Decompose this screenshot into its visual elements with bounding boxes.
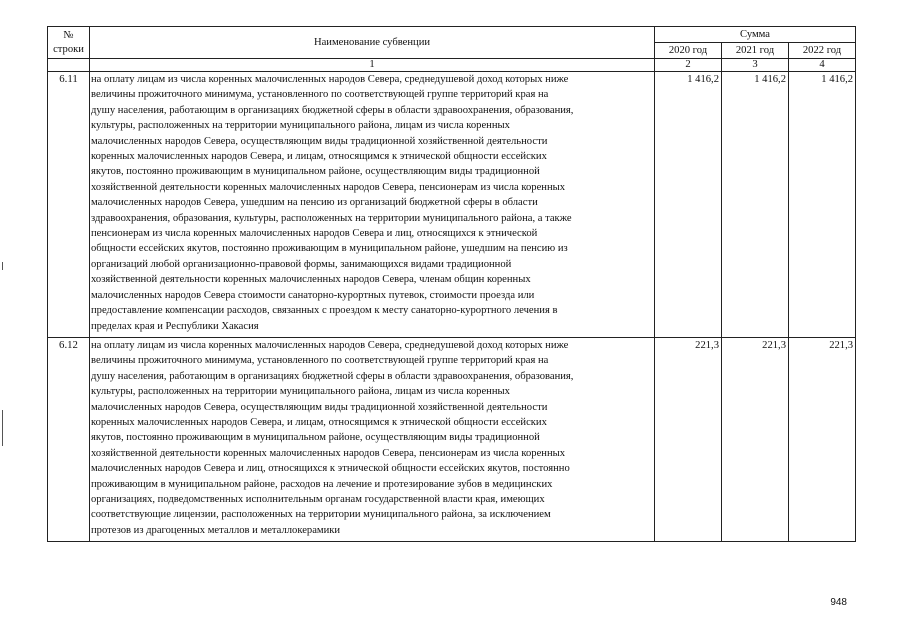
- description-line: соответствующие лицензии, расположенных на территории муниципального района, за исключением: [91, 509, 551, 521]
- header-row-1: [48, 27, 856, 43]
- column-index-0: [48, 59, 90, 72]
- amount-2020: 1 416,2: [655, 72, 722, 338]
- description-line: малочисленных народов Севера, осуществляющим виды традиционной хозяйственной деятельности: [91, 401, 548, 413]
- row-number-header: [48, 27, 90, 59]
- description-line: малочисленных народов Севера, осуществляющим виды традиционной хозяйственной деятельности: [91, 135, 548, 147]
- year-header-2022: 2022 год: [789, 43, 856, 59]
- scan-margin-mark: [2, 410, 3, 446]
- scan-margin-mark: [2, 262, 3, 270]
- description-line: хозяйственной деятельности коренных малочисленных народов Севера, пенсионерам из числа коренных: [91, 447, 566, 459]
- year-header-2020: 2020 год: [655, 43, 722, 59]
- row-number: 6.11: [48, 72, 90, 338]
- description-line: величины прожиточного минимума, установленного по соответствующей группе территорий края на: [91, 89, 549, 101]
- description-line: коренных малочисленных народов Севера, и лицам, относящимся к этнической общности ессейских: [91, 416, 547, 428]
- table-row: [48, 337, 856, 541]
- description-line: организаций любой организационно-правовой формы, занимающихся видами традиционной: [91, 258, 512, 270]
- column-index-4: 4: [789, 59, 856, 72]
- amount-2022: 221,3: [789, 337, 856, 541]
- description-line: пределах края и Республики Хакасия: [91, 320, 259, 332]
- subvention-description: [90, 337, 655, 541]
- sum-header: Сумма: [655, 27, 856, 43]
- description-line: хозяйственной деятельности коренных малочисленных народов Севера, членам общин коренных: [91, 274, 531, 286]
- column-index-3: 3: [722, 59, 789, 72]
- description-line: на оплату лицам из числа коренных малочисленных народов Севера, среднедушевой доход которых ниже: [91, 74, 569, 85]
- description-line: проживающим в муниципальном районе, расходов на лечение и протезирование зубов в медицинских: [91, 478, 553, 490]
- row-number: 6.12: [48, 337, 90, 541]
- column-index-1: 1: [90, 59, 655, 72]
- page-number: 948: [830, 597, 847, 608]
- description-line: малочисленных народов Севера, ушедшим на пенсию из организаций бюджетной сферы в области: [91, 197, 538, 209]
- column-index-row: [48, 59, 856, 72]
- row-number-header-symbol: №: [63, 30, 74, 41]
- amount-2020: 221,3: [655, 337, 722, 541]
- table-row: [48, 72, 856, 338]
- subventions-table: [47, 26, 856, 542]
- year-header-2021: 2021 год: [722, 43, 789, 59]
- description-line: малочисленных народов Севера стоимости санаторно-курортных путевок, стоимости проезда или: [91, 289, 535, 301]
- description-line: душу населения, работающим в организациях бюджетной сферы в области здравоохранения, образования,: [91, 370, 574, 382]
- amount-2022: 1 416,2: [789, 72, 856, 338]
- description-line: величины прожиточного минимума, установленного по соответствующей группе территорий края на: [91, 355, 549, 367]
- description-line: организациях, подведомственных исполнительным органам государственной власти края, имеющих: [91, 493, 545, 505]
- subvention-name-header: Наименование субвенции: [90, 27, 655, 59]
- description-line: душу населения, работающим в организациях бюджетной сферы в области здравоохранения, образования,: [91, 104, 574, 116]
- description-line: на оплату лицам из числа коренных малочисленных народов Севера, среднедушевой доход которых ниже: [91, 339, 569, 351]
- description-line: протезов из драгоценных металлов и металлокерамики: [91, 524, 341, 536]
- description-line: коренных малочисленных народов Севера, и лицам, относящимся к этнической общности ессейских: [91, 151, 547, 163]
- description-line: предоставление компенсации расходов, связанных с проездом к месту санаторно-курортного лечения в: [91, 305, 558, 317]
- description-line: здравоохранения, образования, культуры, расположенных на территории муниципального района, а также: [91, 212, 572, 224]
- description-line: якутов, постоянно проживающим в муниципальном районе, осуществляющим виды традиционной: [91, 432, 540, 444]
- description-line: культуры, расположенных на территории муниципального района, лицам из числа коренных: [91, 120, 510, 132]
- description-line: пенсионерам из числа коренных малочисленных народов Севера и лиц, относящихся к этнической: [91, 228, 538, 240]
- description-line: якутов, постоянно проживающим в муниципальном районе, осуществляющим виды традиционной: [91, 166, 540, 178]
- row-number-header-word: строки: [53, 44, 84, 55]
- document-page: [47, 26, 855, 542]
- amount-2021: 1 416,2: [722, 72, 789, 338]
- description-line: культуры, расположенных на территории муниципального района, лицам из числа коренных: [91, 386, 510, 398]
- description-line: малочисленных народов Севера и лиц, относящихся к этнической общности ессейских якутов, постоянно: [91, 463, 570, 475]
- amount-2021: 221,3: [722, 337, 789, 541]
- subvention-description: [90, 72, 655, 338]
- column-index-2: 2: [655, 59, 722, 72]
- description-line: общности ессейских якутов, постоянно проживающим в муниципальном районе, ушедшим на пенсию из: [91, 243, 568, 255]
- description-line: хозяйственной деятельности коренных малочисленных народов Севера, пенсионерам из числа коренных: [91, 181, 566, 193]
